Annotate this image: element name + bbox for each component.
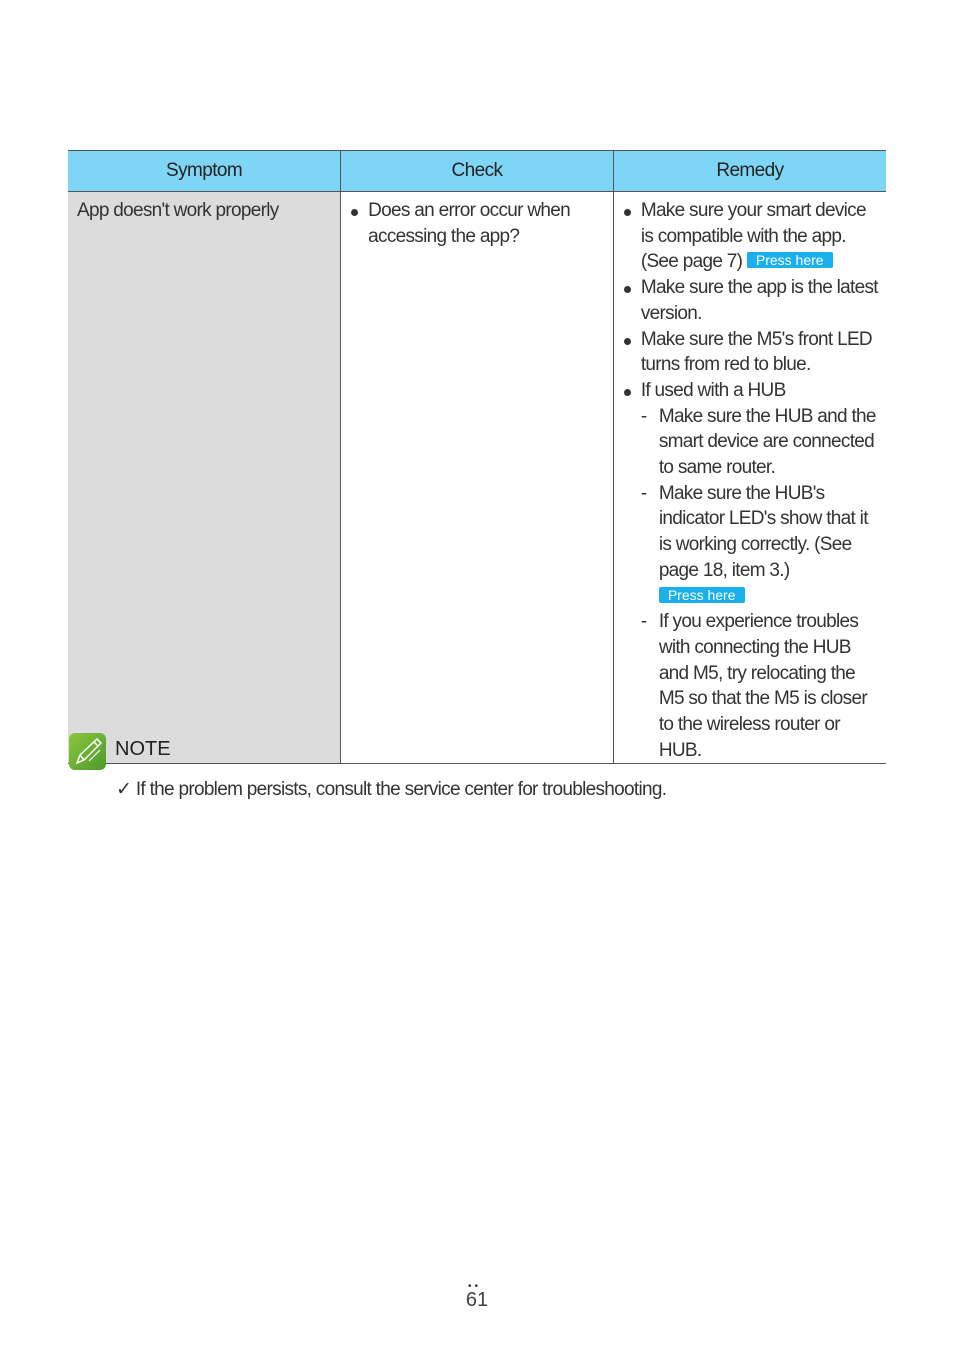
note-body: If the problem persists, consult the service center for troubleshooting. [135, 779, 667, 800]
table-row [68, 192, 886, 764]
header-check: Check [341, 151, 614, 192]
press-here-link[interactable]: Press here [659, 587, 745, 603]
header-remedy: Remedy [613, 151, 886, 192]
troubleshooting-table [68, 150, 886, 764]
checkmark-icon: ✓ [116, 779, 132, 800]
page-number: 61 [465, 1289, 489, 1311]
remedy-subitem: - Make sure the HUB and the smart device are connected to same router. [623, 404, 878, 481]
check-item: Does an error occur when accessing the app? [350, 198, 605, 249]
note-text [116, 778, 666, 801]
pencil-note-icon [69, 733, 106, 770]
check-cell [341, 192, 614, 764]
table-header-row [68, 151, 886, 192]
remedy-cell [613, 192, 886, 764]
header-symptom: Symptom [68, 151, 341, 192]
remedy-item: If used with a HUB [623, 378, 878, 404]
page-dots: •• [468, 1281, 482, 1292]
press-here-link[interactable]: Press here [747, 252, 833, 268]
remedy-item: Make sure the app is the latest version. [623, 275, 878, 326]
symptom-cell: App doesn't work properly [68, 192, 341, 764]
remedy-subitem [623, 481, 878, 610]
remedy-text: Make sure your smart device is compatible with the app. (See page 7) [640, 200, 866, 273]
remedy-text: Make sure the HUB's indicator LED's show that it is working correctly. (See page 18, item 3.) [658, 482, 868, 581]
remedy-subitem: - If you experience troubles with connecting the HUB and M5, try relocating the M5 so that the M5 is closer to the wireless router or HUB. [623, 609, 878, 763]
remedy-item [623, 198, 878, 275]
remedy-item: Make sure the M5's front LED turns from red to blue. [623, 327, 878, 378]
note-title: NOTE [115, 738, 171, 760]
